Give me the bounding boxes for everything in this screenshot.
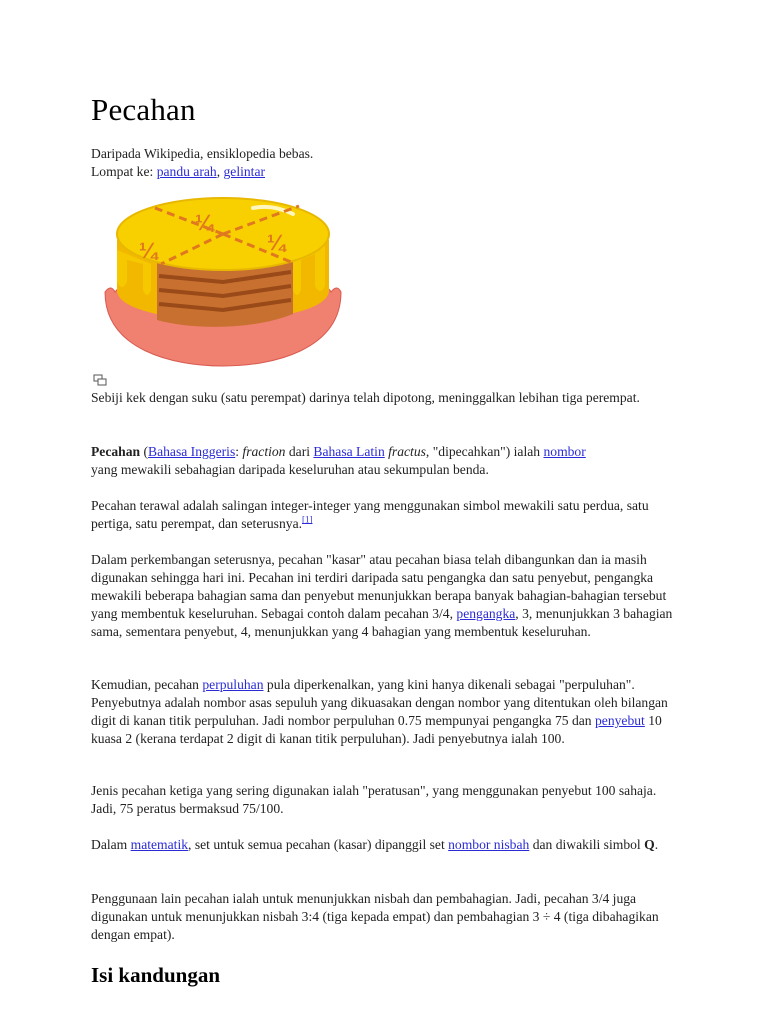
text: . bbox=[654, 837, 659, 852]
text: Kemudian, pecahan bbox=[91, 677, 203, 692]
text: Dalam perkembangan seterusnya, pecahan "kasar" atau pecahan biasa telah dibangunkan dan ia masih digunakan sehingga hari ini. Pecahan ini terdiri daripada satu pengangka dan satu penyebut, pengangka mewakili beberapa bahagian sama dan penyebut menunjukkan berapa banyak bahagian-bahagian tersebut yang membentuk keseluruhan. Sebagai contoh dalam pecahan 3/4, bbox=[91, 552, 667, 621]
enlarge-icon[interactable] bbox=[93, 374, 107, 386]
text: Dalam bbox=[91, 837, 131, 852]
link-matematik[interactable]: matematik bbox=[130, 837, 189, 852]
paragraph-4 bbox=[91, 676, 681, 748]
text: Pecahan terawal adalah salingan integer-integer yang menggunakan simbol mewakili satu perdua, satu pertiga, satu perempat, dan seterusnya. bbox=[91, 498, 649, 531]
text: ( bbox=[140, 444, 149, 459]
caption-text: Sebiji kek dengan suku (satu perempat) darinya telah dipotong, meninggalkan lebihan tiga perempat. bbox=[91, 390, 640, 405]
cake-image[interactable] bbox=[103, 190, 343, 370]
paragraph-1 bbox=[91, 443, 681, 479]
paragraph-7 bbox=[91, 890, 681, 944]
jump-links bbox=[91, 163, 265, 181]
link-nombor[interactable]: nombor bbox=[543, 444, 586, 459]
paragraph-6 bbox=[91, 836, 681, 854]
site-subtitle: Daripada Wikipedia, ensiklopedia bebas. bbox=[91, 146, 314, 161]
paragraph-3 bbox=[91, 551, 681, 641]
link-bahasa-latin[interactable]: Bahasa Latin bbox=[313, 444, 385, 459]
fraction-label-right: ¼ bbox=[267, 230, 286, 255]
term-bold: Pecahan bbox=[91, 444, 141, 459]
link-bahasa-inggeris[interactable]: Bahasa Inggeris bbox=[148, 444, 236, 459]
jump-search-link[interactable]: gelintar bbox=[223, 164, 266, 179]
text: , 3, menunjukkan 3 bahagian sama, sementara penyebut, 4, menunjukkan yang 4 bahagian yang membentuk keseluruhan. bbox=[91, 606, 673, 639]
toc-heading: Isi kandungan bbox=[91, 963, 221, 987]
text: : bbox=[235, 444, 243, 459]
symbol-q: Q bbox=[644, 837, 655, 852]
jump-sep: , bbox=[216, 164, 224, 179]
link-perpuluhan[interactable]: perpuluhan bbox=[202, 677, 264, 692]
fraction-label-left: ¼ bbox=[139, 238, 158, 263]
text: pula diperkenalkan, yang kini hanya dikenali sebagai "perpuluhan". Penyebutnya adalah nombor asas sepuluh yang dikuasakan dengan nombor yang ditentukan oleh bilangan digit di kanan titik perpuluhan. Jadi nombor perpuluhan 0.75 mempunyai pengangka 75 dan bbox=[91, 677, 668, 728]
italic-fractus: fractus bbox=[388, 444, 426, 459]
cake-illustration bbox=[103, 190, 343, 370]
text: , "dipecahkan") ialah bbox=[425, 444, 544, 459]
text: dari bbox=[285, 444, 314, 459]
text: Penggunaan lain pecahan ialah untuk menunjukkan nisbah dan pembahagian. Jadi, pecahan 3/4 juga digunakan untuk menunjukkan nisbah 3:4 (tiga kepada empat) dan pembahagian 3 ÷ 4 (tiga dibahagikan dengan empat). bbox=[91, 891, 659, 942]
link-nombor-nisbah[interactable]: nombor nisbah bbox=[448, 837, 530, 852]
link-pengangka[interactable]: pengangka bbox=[456, 606, 516, 621]
text: yang mewakili sebahagian daripada keseluruhan atau sekumpulan benda. bbox=[91, 462, 489, 477]
jump-prefix: Lompat ke: bbox=[91, 164, 157, 179]
fraction-label-top: ¼ bbox=[195, 210, 214, 235]
reference-link[interactable]: [1] bbox=[302, 514, 313, 525]
text: , set untuk semua pecahan (kasar) dipanggil set bbox=[188, 837, 449, 852]
italic-fraction: fraction bbox=[242, 444, 286, 459]
paragraph-2 bbox=[91, 497, 681, 533]
figure-caption bbox=[91, 389, 681, 407]
page-title: Pecahan bbox=[91, 92, 196, 127]
paragraph-5 bbox=[91, 782, 681, 818]
text: 10 kuasa 2 (kerana terdapat 2 digit di kanan titik perpuluhan). Jadi penyebutnya ialah 100. bbox=[91, 713, 662, 746]
jump-nav-link[interactable]: pandu arah bbox=[156, 164, 217, 179]
link-penyebut[interactable]: penyebut bbox=[595, 713, 645, 728]
text: Jenis pecahan ketiga yang sering digunakan ialah "peratusan", yang menggunakan penyebut 100 sahaja. Jadi, 75 peratus bermaksud 75/100. bbox=[91, 783, 657, 816]
text: dan diwakili simbol bbox=[529, 837, 645, 852]
